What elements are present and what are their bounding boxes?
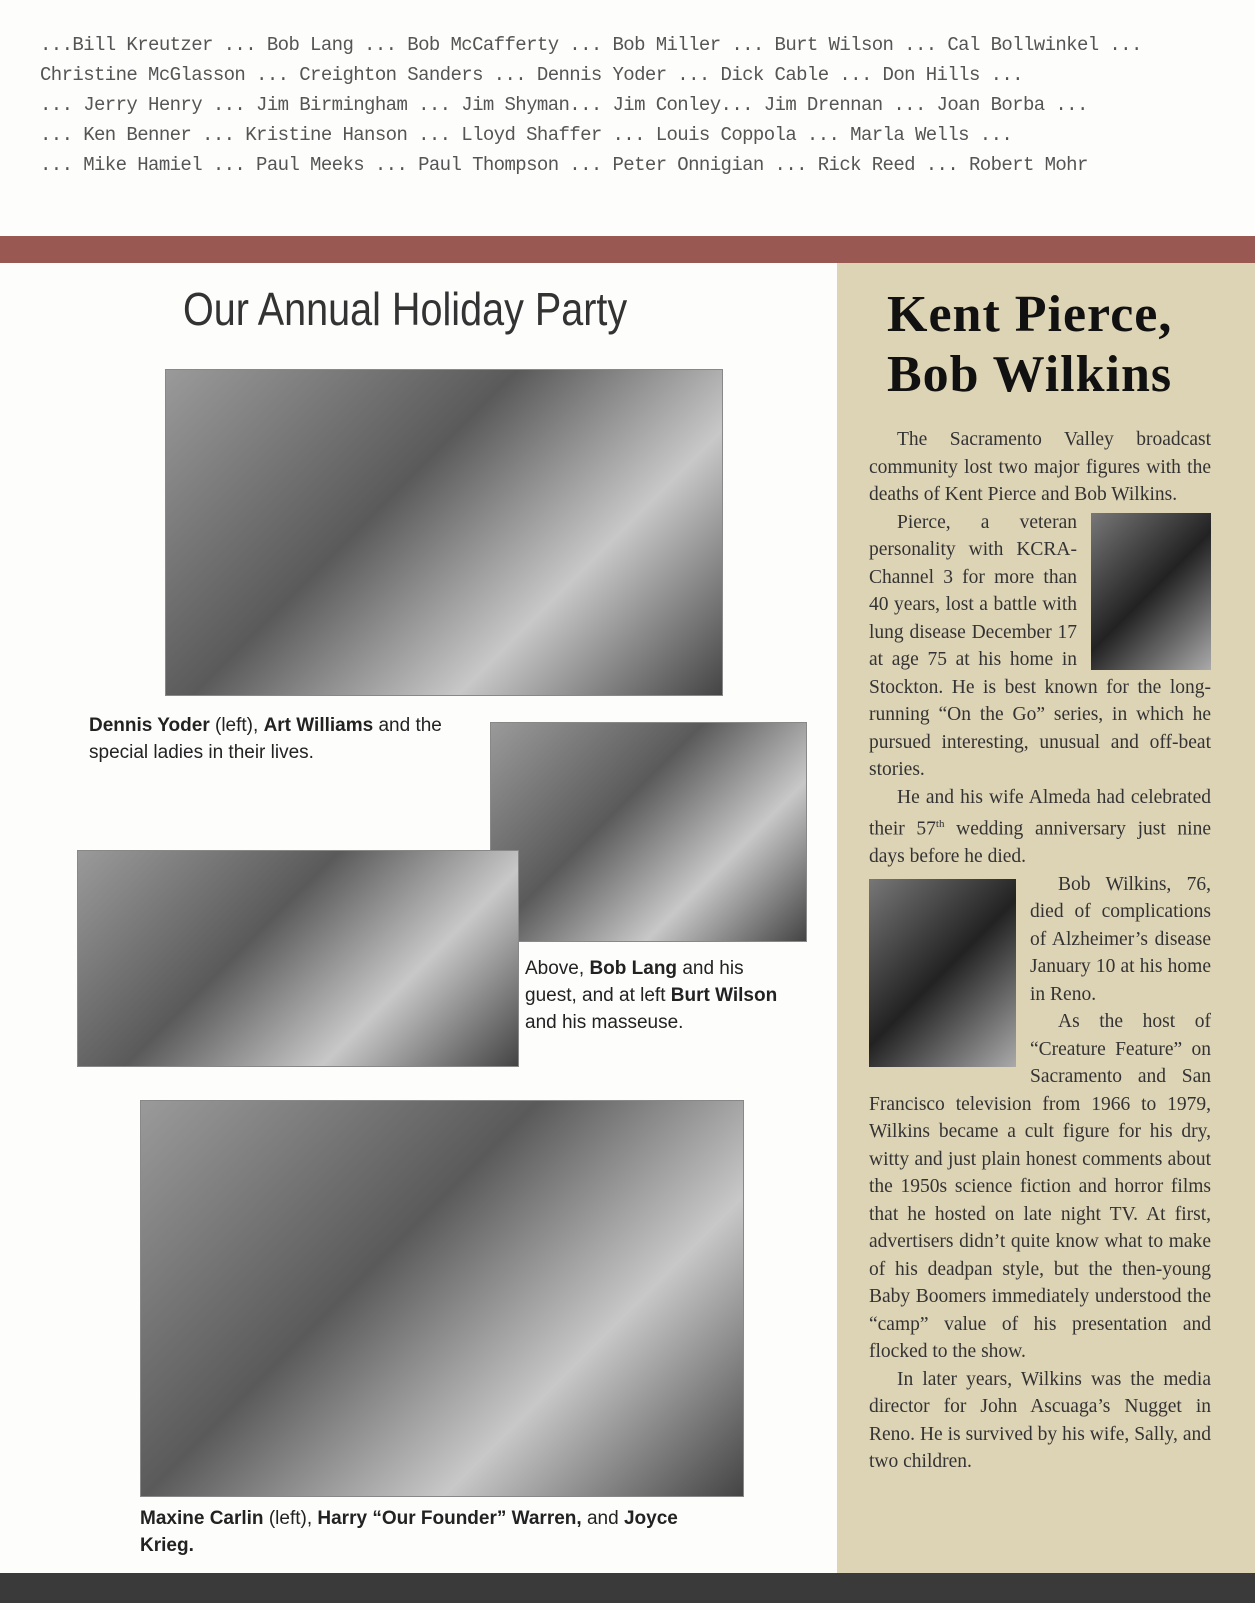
names-line: ... Jerry Henry ... Jim Birmingham ... Jim Shyman... Jim Conley... Jim Drennan ... Joan Borba ... [40,94,1088,116]
photo-dennis-yoder-art-williams [165,369,723,696]
names-line: ... Mike Hamiel ... Paul Meeks ... Paul Thompson ... Peter Onnigian ... Rick Reed ... Robert Mohr [40,154,1088,176]
page-title: Our Annual Holiday Party [183,283,628,335]
footer-band [0,1573,1255,1603]
caption-photo-1: Dennis Yoder (left), Art Williams and the special ladies in their lives. [89,715,442,763]
names-line: ... Ken Benner ... Kristine Hanson ... Lloyd Shaffer ... Louis Coppola ... Marla Wells ... [40,124,1013,146]
paragraph: In later years, Wilkins was the media director for John Ascuaga’s Nugget in Reno. He is survived by his wife, Sally, and two children. [869,1368,1211,1472]
photo-maxine-harry-joyce [140,1100,744,1497]
caption-photo-2: Above, Bob Lang and his guest, and at left Burt Wilson and his masseuse. [525,958,778,1033]
names-line: Christine McGlasson ... Creighton Sanders ... Dennis Yoder ... Dick Cable ... Don Hills ... [40,64,1023,86]
paragraph: He and his wife Almeda had celebrated their 57th wedding anniversary just nine days before he died. [869,786,1211,867]
photo-burt-wilson [77,850,519,1067]
paragraph: As the host of “Creature Feature” on Sacramento and San Francisco television from 1966 to 1979, Wilkins became a cult figure for his dry, witty and just plain honest comments about the 1950s science fiction and horror films that he hosted on late night TV. At first, advertisers didn’t quite know what to make of his deadpan style, but the then-young Baby Boomers immediately understood the “camp” value of his presentation and flocked to the show. [869,1011,1211,1362]
photo-bob-wilkins [869,879,1016,1067]
sidebar-title: Kent Pierce, Bob Wilkins [887,286,1173,403]
sidebar-article [869,426,1211,1476]
divider-band [0,236,1255,263]
photo-bob-lang [490,722,807,942]
paragraph: The Sacramento Valley broadcast community lost two major figures with the deaths of Kent Pierce and Bob Wilkins. [869,429,1211,505]
paragraph: Pierce, a veteran personality with KCRA-Channel 3 for more than 40 years, lost a battle with lung disease December 17 at age 75 at his home in Stockton. He is best known for the long-running “On the Go” series, in which he pursued interesting, unusual and off-beat stories. [869,511,1211,780]
names-list [40,30,1250,180]
names-line: ...Bill Kreutzer ... Bob Lang ... Bob McCafferty ... Bob Miller ... Burt Wilson ... Cal Bollwinkel ... [40,34,1142,56]
caption-photo-3: Maxine Carlin (left), Harry “Our Founder” Warren, and Joyce Krieg. [140,1508,678,1556]
photo-kent-pierce [1091,513,1211,670]
paragraph: Bob Wilkins, 76, died of complications of Alzheimer’s disease January 10 at his home in Reno. [1030,873,1211,1005]
